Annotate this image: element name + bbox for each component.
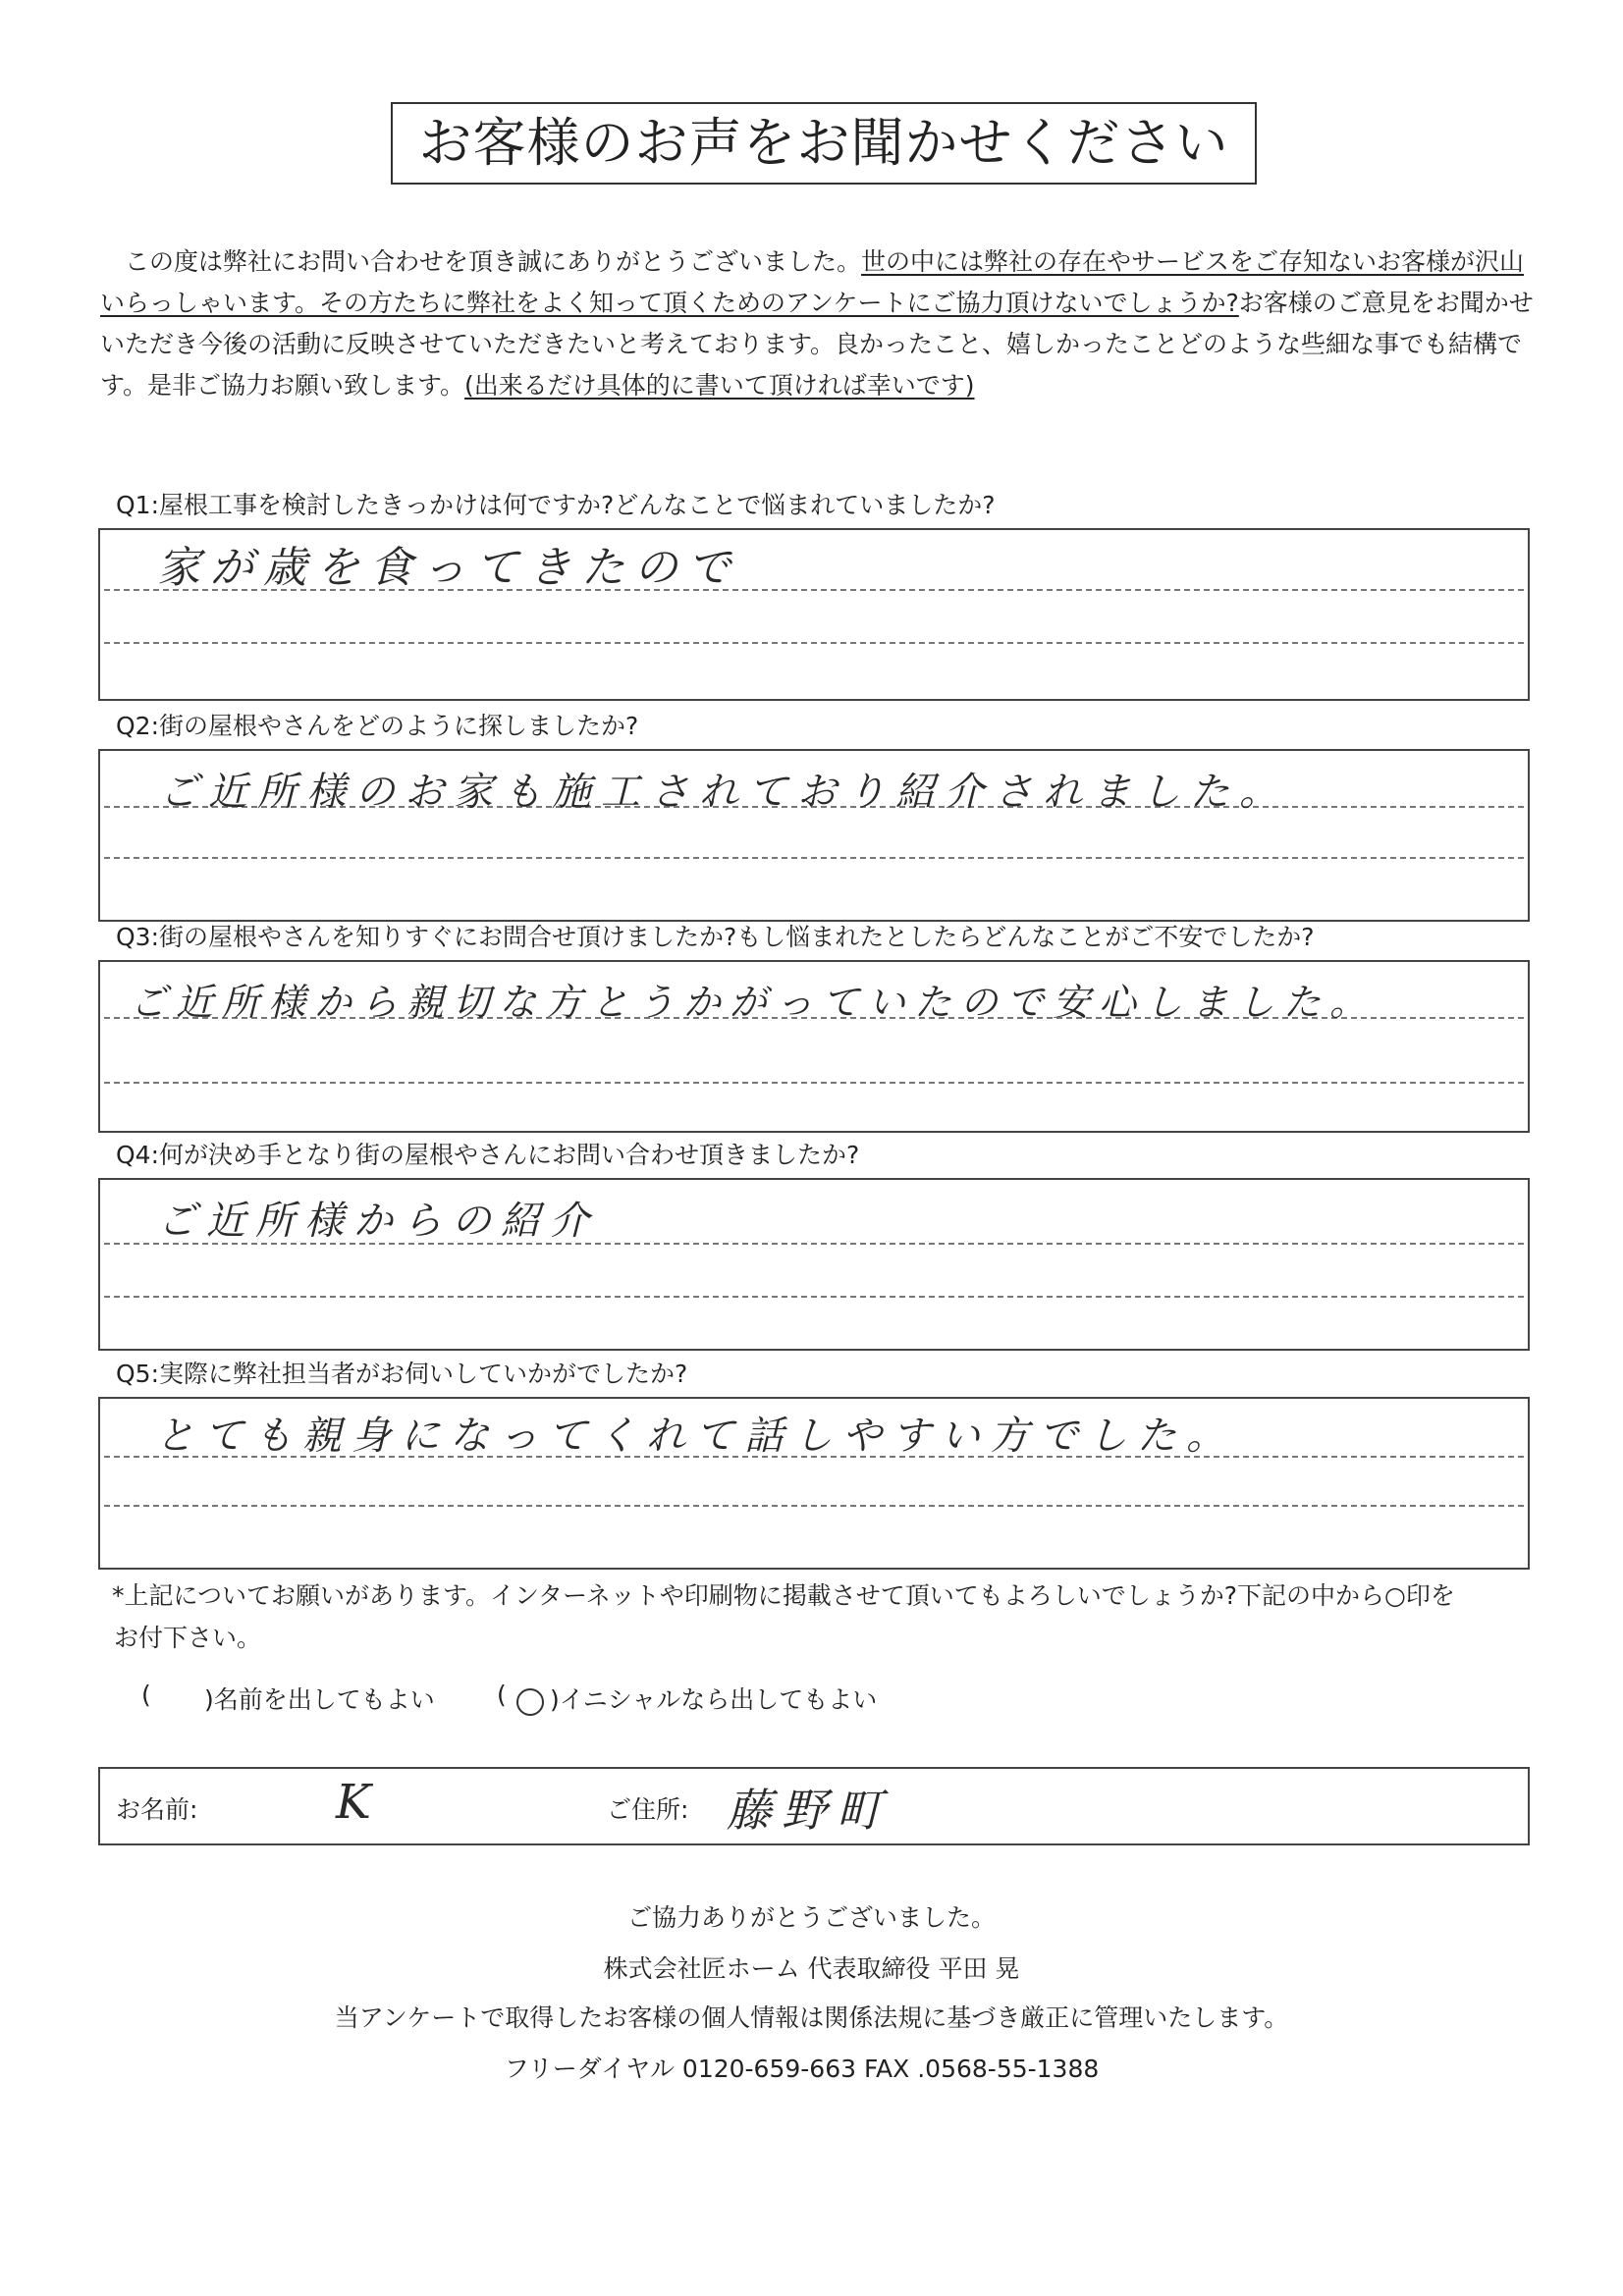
permission-note: *上記についてお願いがあります。インターネットや印刷物に掲載させて頂いてもよろしいでしょうか?下記の中から○印を [112,1581,1455,1610]
handwritten-answer-5: とても親身になってくれて話しやすい方でした。 [155,1414,1235,1459]
intro-text [100,241,1543,406]
answer-box-2[interactable] [98,749,1530,922]
intro-sentence-1: この度は弊社にお問い合わせを頂き誠にありがとうございました。 [125,247,862,276]
page-title: お客様のお声をお聞かせください [391,102,1257,185]
question-1-label: Q1:屋根工事を検討したきっかけは何ですか?どんなことで悩まれていましたか? [116,491,996,519]
selected-circle-mark [516,1688,544,1716]
contact-text: フリーダイヤル 0120-659-663 FAX .0568-55-1388 [504,2055,1100,2083]
answer-line [104,1505,1524,1507]
handwritten-answer-3: ご近所様から親切な方とうかがっていたので安心しました。 [130,981,1377,1024]
question-4-label: Q4:何が決め手となり街の屋根やさんにお問い合わせ頂きましたか? [116,1141,860,1169]
intro-paragraph [100,241,1543,406]
handwritten-answer-4: ご近所様からの紹介 [157,1199,599,1244]
option-initial-open-paren[interactable]: ( [497,1681,507,1709]
question-3-label: Q3:街の屋根やさんを知りすぐにお問合せ頂けましたか?もし悩まれたとしたらどんなことがご不安でしたか? [116,923,1315,951]
handwritten-address: 藤野町 [727,1784,892,1837]
option-name-open-paren[interactable]: ( [141,1681,151,1709]
thanks-text: ご協力ありがとうございました。 [626,1903,996,1932]
intro-underlined-note: (出来るだけ具体的に書いて頂ければ幸いです) [464,371,975,400]
answer-line [104,1082,1524,1084]
option-name-label[interactable]: )名前を出してもよい [204,1685,435,1714]
answer-box-3[interactable] [98,960,1530,1133]
company-text: 株式会社匠ホーム 代表取締役 平田 晃 [603,1954,1020,1983]
question-5-label: Q5:実際に弊社担当者がお伺いしていかがでしたか? [116,1360,688,1388]
address-label: ご住所: [607,1795,689,1824]
handwritten-name: K [336,1775,381,1830]
answer-box-1[interactable] [98,528,1530,701]
intro-sentence-3: お客様のご意見をお聞かせいただき今後の活動に反映させていただきたいと考えております。良かったこと、嬉しかったことどのような些細な事でも結構です。是非ご協力お願い致します。 [100,289,1534,400]
answer-line [104,642,1524,644]
handwritten-answer-1: 家が歳を食ってきたので [157,543,740,593]
option-initial-label[interactable]: )イニシャルなら出してもよい [550,1685,878,1714]
privacy-text: 当アンケートで取得したお客様の個人情報は関係法規に基づき厳正に管理いたします。 [334,2003,1289,2032]
customer-info-box[interactable] [98,1767,1530,1845]
answer-box-4[interactable] [98,1178,1530,1351]
name-label: お名前: [116,1795,198,1824]
question-2-label: Q2:街の屋根やさんをどのように探しましたか? [116,712,639,740]
answer-box-5[interactable] [98,1397,1530,1570]
answer-line [104,857,1524,859]
intro-underlined-request: 世の中には弊社の存在やサービスをご存知ないお客様が沢山いらっしゃいます。その方たちに弊社をよく知って頂くためのアンケートにご協力頂けないでしょうか? [100,247,1525,317]
answer-line [104,1296,1524,1298]
permission-note-line2: お付下さい。 [114,1624,262,1652]
handwritten-answer-2: ご近所様のお家も施工されており紹介されました。 [159,770,1288,815]
